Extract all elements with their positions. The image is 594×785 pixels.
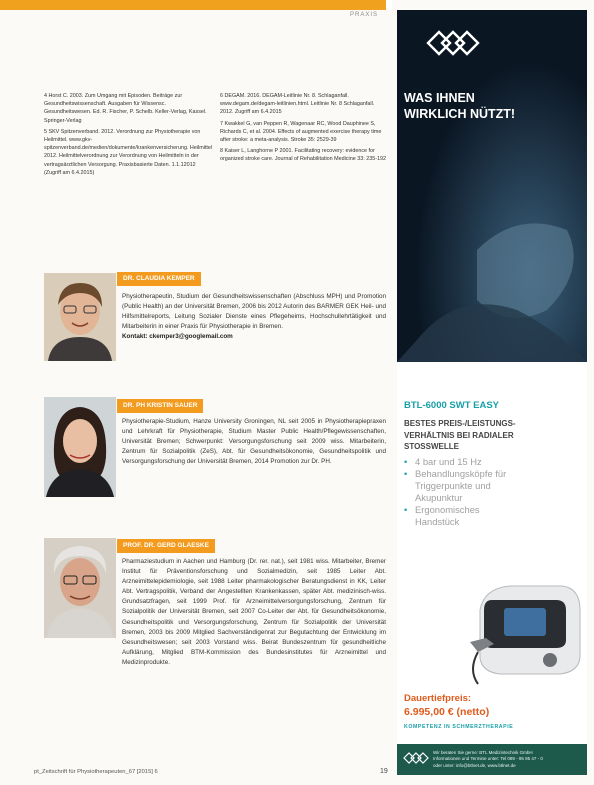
author-bio-sauer: Physiotherapie-Studium, Hanze University Groningen, NL seit 2005 in Physiotherapiepraxen und Lehrkraft für Physiotherapie, Studium Master Public Health/Pflegewissenschaften, Universität Bremen; Schwerpunkt: Versorgungsforschung seit 2009 wiss. Mitarbeiterin, Zentrum für Sozialpolitik (ZeS), Abt. für Gesundheitsökonomie, Gesundheitspolitik und Versorgungsforschung der Universität Bremen, 2014 Promotion zur Dr. PH.: [122, 418, 386, 466]
author-photo-kemper: [44, 273, 116, 361]
page-number: 19: [380, 768, 388, 775]
ad-contact-line: oder unter: info@btlnet.de, www.btlnet.de: [433, 762, 516, 768]
ad-feature-list: [404, 456, 506, 528]
reference-item: 4 Horst C. 2003. Zum Umgang mit Episoden. Beiträge zur Gesundheitswissenschaft. Ausgaben für Wissensc. Gesundheitswesen. Ed. R. Fischer, P. Schelb. Keller-Verlag, Kassel. Springer-Verlag: [44, 93, 207, 124]
device-image: [470, 580, 585, 685]
btl-logo-icon: [426, 30, 480, 61]
ad-headline-line: WAS IHNEN: [404, 91, 475, 105]
author-photo-sauer: [44, 397, 116, 497]
btl-small-logo-icon: [403, 751, 429, 769]
reference-item: 5 SKV Spitzenverband. 2012. Verordnung zur Physiotherapie von Heilmittel. www.gkv-spitzenverband.de/medien/dokumente/krankenversicherung. Heilmittel 2012. Heilmittelverordnung zur Verordnung von Heilmitteln in der vertragsärztlichen Versorgung. Praxisbasierte Daten. 1.1.12012 (Zugriff am 6.4.2015): [44, 128, 213, 176]
journal-footer: pt_Zeitschrift für Physiotherapeuten_67 [2015] 6: [34, 769, 158, 775]
ad-subtitle-line: STOSSWELLE: [404, 442, 459, 451]
ad-hero-graphic: [397, 10, 587, 362]
author-bio-glaeske: Pharmaziestudium in Aachen und Hamburg (Dr. rer. nat.), seit 1981 wiss. Mitarbeiter, Bremer Institut für Präventionsforschung und Sozialmedizin, seit 1985 Leiter Abt. Arzneimittelepidemiologie, seit 1988 Leiter pharmakologischer Beratungsdienst in KK, Leiter Abt. Vertragspolitik, Verband der Angestellten Krankenkassen, später Abt. medizinisch-wiss. Grundsatzfragen, seit 1999 Prof. für Arzneimittelversorgungsforschung, Zentrum für Sozialpolitik der Universität Bremen, seit 2007 Co-Leiter der Abt. für Gesundheitsökonomie, Gesundheitspolitik und Versorgungsforschung, Zentrum für Sozialpolitik der Universität Bremen, 2003 bis 2009 Mitglied Sachverständigenrat zur Begutachtung der Entwicklung im Gesundheitswesen; seit 2003 Vorstand wiss. Beirat Bundeszentrum für gesundheitliche Aufklärung, Mitglied BTM-Kommission des Bundesinstitutes für Arzneimittel und Medizinprodukte.: [122, 558, 386, 666]
ad-subtitle-line: VERHÄLTNIS BEI RADIALER: [404, 430, 514, 440]
header-accent-bar: [0, 0, 386, 10]
ad-feature: • 4 bar und 15 Hz: [404, 456, 506, 468]
ad-price: 6.995,00 € (netto): [404, 706, 490, 718]
references-left: [44, 92, 214, 180]
ad-tagline: KOMPETENZ IN SCHMERZTHERAPIE: [404, 724, 514, 730]
ad-headline: [404, 90, 515, 122]
author-name-sauer: DR. PH KRISTIN SAUER: [117, 399, 203, 413]
ad-contact-line: Wir beraten Sie gerne: BTL Medizintechnik GmbH: [433, 750, 533, 755]
reference-item: 7 Kwakkel G, van Peppen R, Wagenaar RC, Wood Dauphinee S, Richards C, et al. 2004. Effects of augmented exercise therapy time after stroke: a meta-analysis. Stroke 35: 2529-39: [220, 120, 382, 144]
author-name-glaeske: PROF. DR. GERD GLAESKE: [117, 539, 215, 553]
ad-feature: Triggerpunkte und: [415, 480, 491, 491]
ad-contact-line: Informationen und Termine unter: Tel 089 - 95 95 47 - 0: [433, 756, 543, 762]
author-name-kemper: DR. CLAUDIA KEMPER: [117, 272, 201, 286]
ad-product-name: BTL-6000 SWT EASY: [404, 400, 500, 411]
references-right: [220, 92, 386, 167]
ad-feature: • Behandlungsköpfe für: [404, 468, 506, 480]
reference-item: 6 DEGAM. 2016. DEGAM-Leitlinie Nr. 8. Schlaganfall. www.degam.de/degam-leitlinien.html. Leitlinie Nr. 8 Schlaganfall. 2012. Zugriff am 6.4.2015: [220, 93, 375, 116]
author-photo-glaeske: [44, 538, 116, 638]
section-label: PRAXIS: [350, 12, 379, 18]
author-contact[interactable]: Kontakt: ckemper3@googlemail.com: [122, 333, 233, 341]
ad-price-label: Dauertiefpreis:: [404, 693, 472, 704]
ad-subtitle: [404, 418, 516, 453]
ad-feature: Handstück: [415, 516, 460, 527]
header-gap: [386, 0, 392, 10]
ad-contact-info: [433, 750, 583, 769]
ad-headline-line: WIRKLICH NÜTZT!: [404, 107, 516, 121]
ad-subtitle-line: BESTES PREIS-/LEISTUNGS-: [404, 419, 516, 428]
ad-feature: Akupunktur: [415, 492, 463, 503]
author-bio-kemper: [122, 292, 386, 342]
bio-text: Physiotherapeutin, Studium der Gesundheitswissenschaften (Abschluss MPH) und Promotion (Public Health) an der Universität Bremen, 2006 bis 2012 Autorin des BARMER GEK Heil- und Hilfsmittelreports, Leitung Sozialer Dienste eines Pflegeheims, Hochschullehrtätigkeit und Mitarbeiterin in einer Praxis für Physiotherapie in Bremen.: [122, 293, 386, 331]
ad-feature: • Ergonomisches: [404, 504, 506, 516]
ad-hero-image: [397, 10, 587, 362]
reference-item: 8 Kaiser L, Langhorne P 2001. Facilitating recovery: evidence for organized stroke care. Journal of Rehabilitation Medicine 33: 235-192: [220, 148, 387, 163]
